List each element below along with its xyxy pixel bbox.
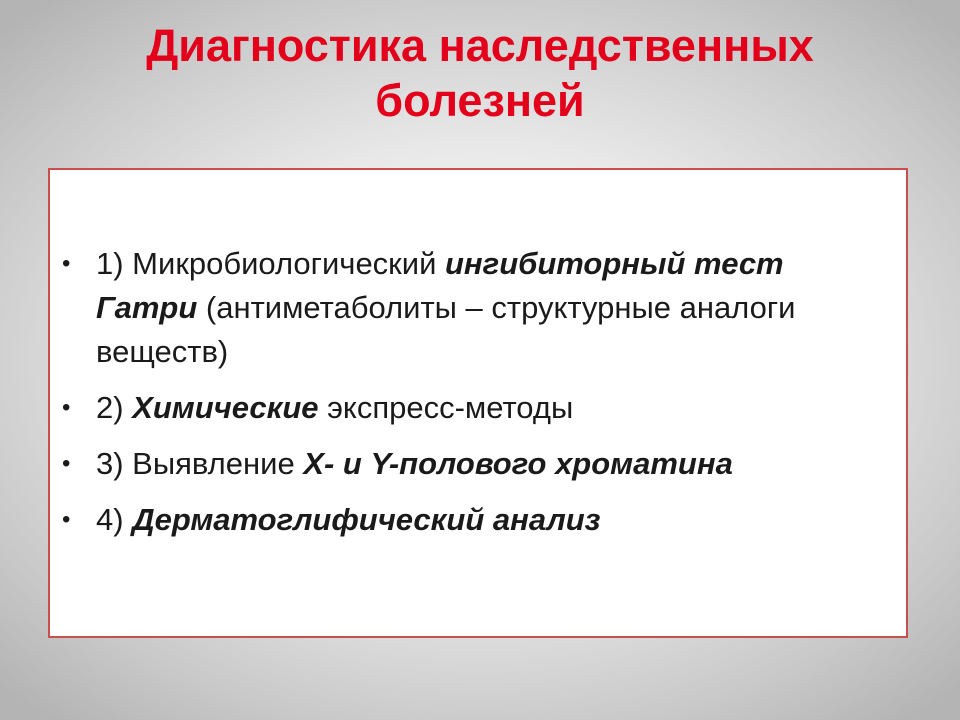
content-box	[48, 168, 908, 638]
bullet-item-3	[62, 442, 878, 486]
bullet-text-emphasis: ингибиторный тест Гатри	[96, 246, 784, 325]
bullet-dot-icon: •	[62, 450, 71, 477]
bullet-text-pre: 4)	[96, 502, 133, 537]
bullet-text-emphasis: Химические	[132, 390, 319, 425]
bullet-item-1	[62, 242, 878, 374]
bullet-dot-icon: •	[62, 394, 71, 421]
bullet-list	[62, 242, 878, 554]
bullet-item-4	[62, 498, 878, 542]
bullet-text-pre: 2)	[96, 390, 133, 425]
bullet-dot-icon: •	[62, 506, 71, 533]
bullet-dot-icon: •	[62, 250, 71, 277]
bullet-text-post: (антиметаболиты – структурные аналоги веществ)	[96, 290, 796, 369]
bullet-text-emphasis: X- и Y-полового хроматина	[303, 446, 733, 481]
bullet-text-emphasis: Дерматоглифический анализ	[132, 502, 601, 537]
bullet-text-post: экспресс-методы	[318, 390, 574, 425]
bullet-item-2	[62, 386, 878, 430]
bullet-text-pre: 1) Микробиологический	[96, 246, 445, 281]
slide-title: Диагностика наследственных болезней	[146, 20, 814, 126]
bullet-text-pre: 3) Выявление	[96, 446, 304, 481]
